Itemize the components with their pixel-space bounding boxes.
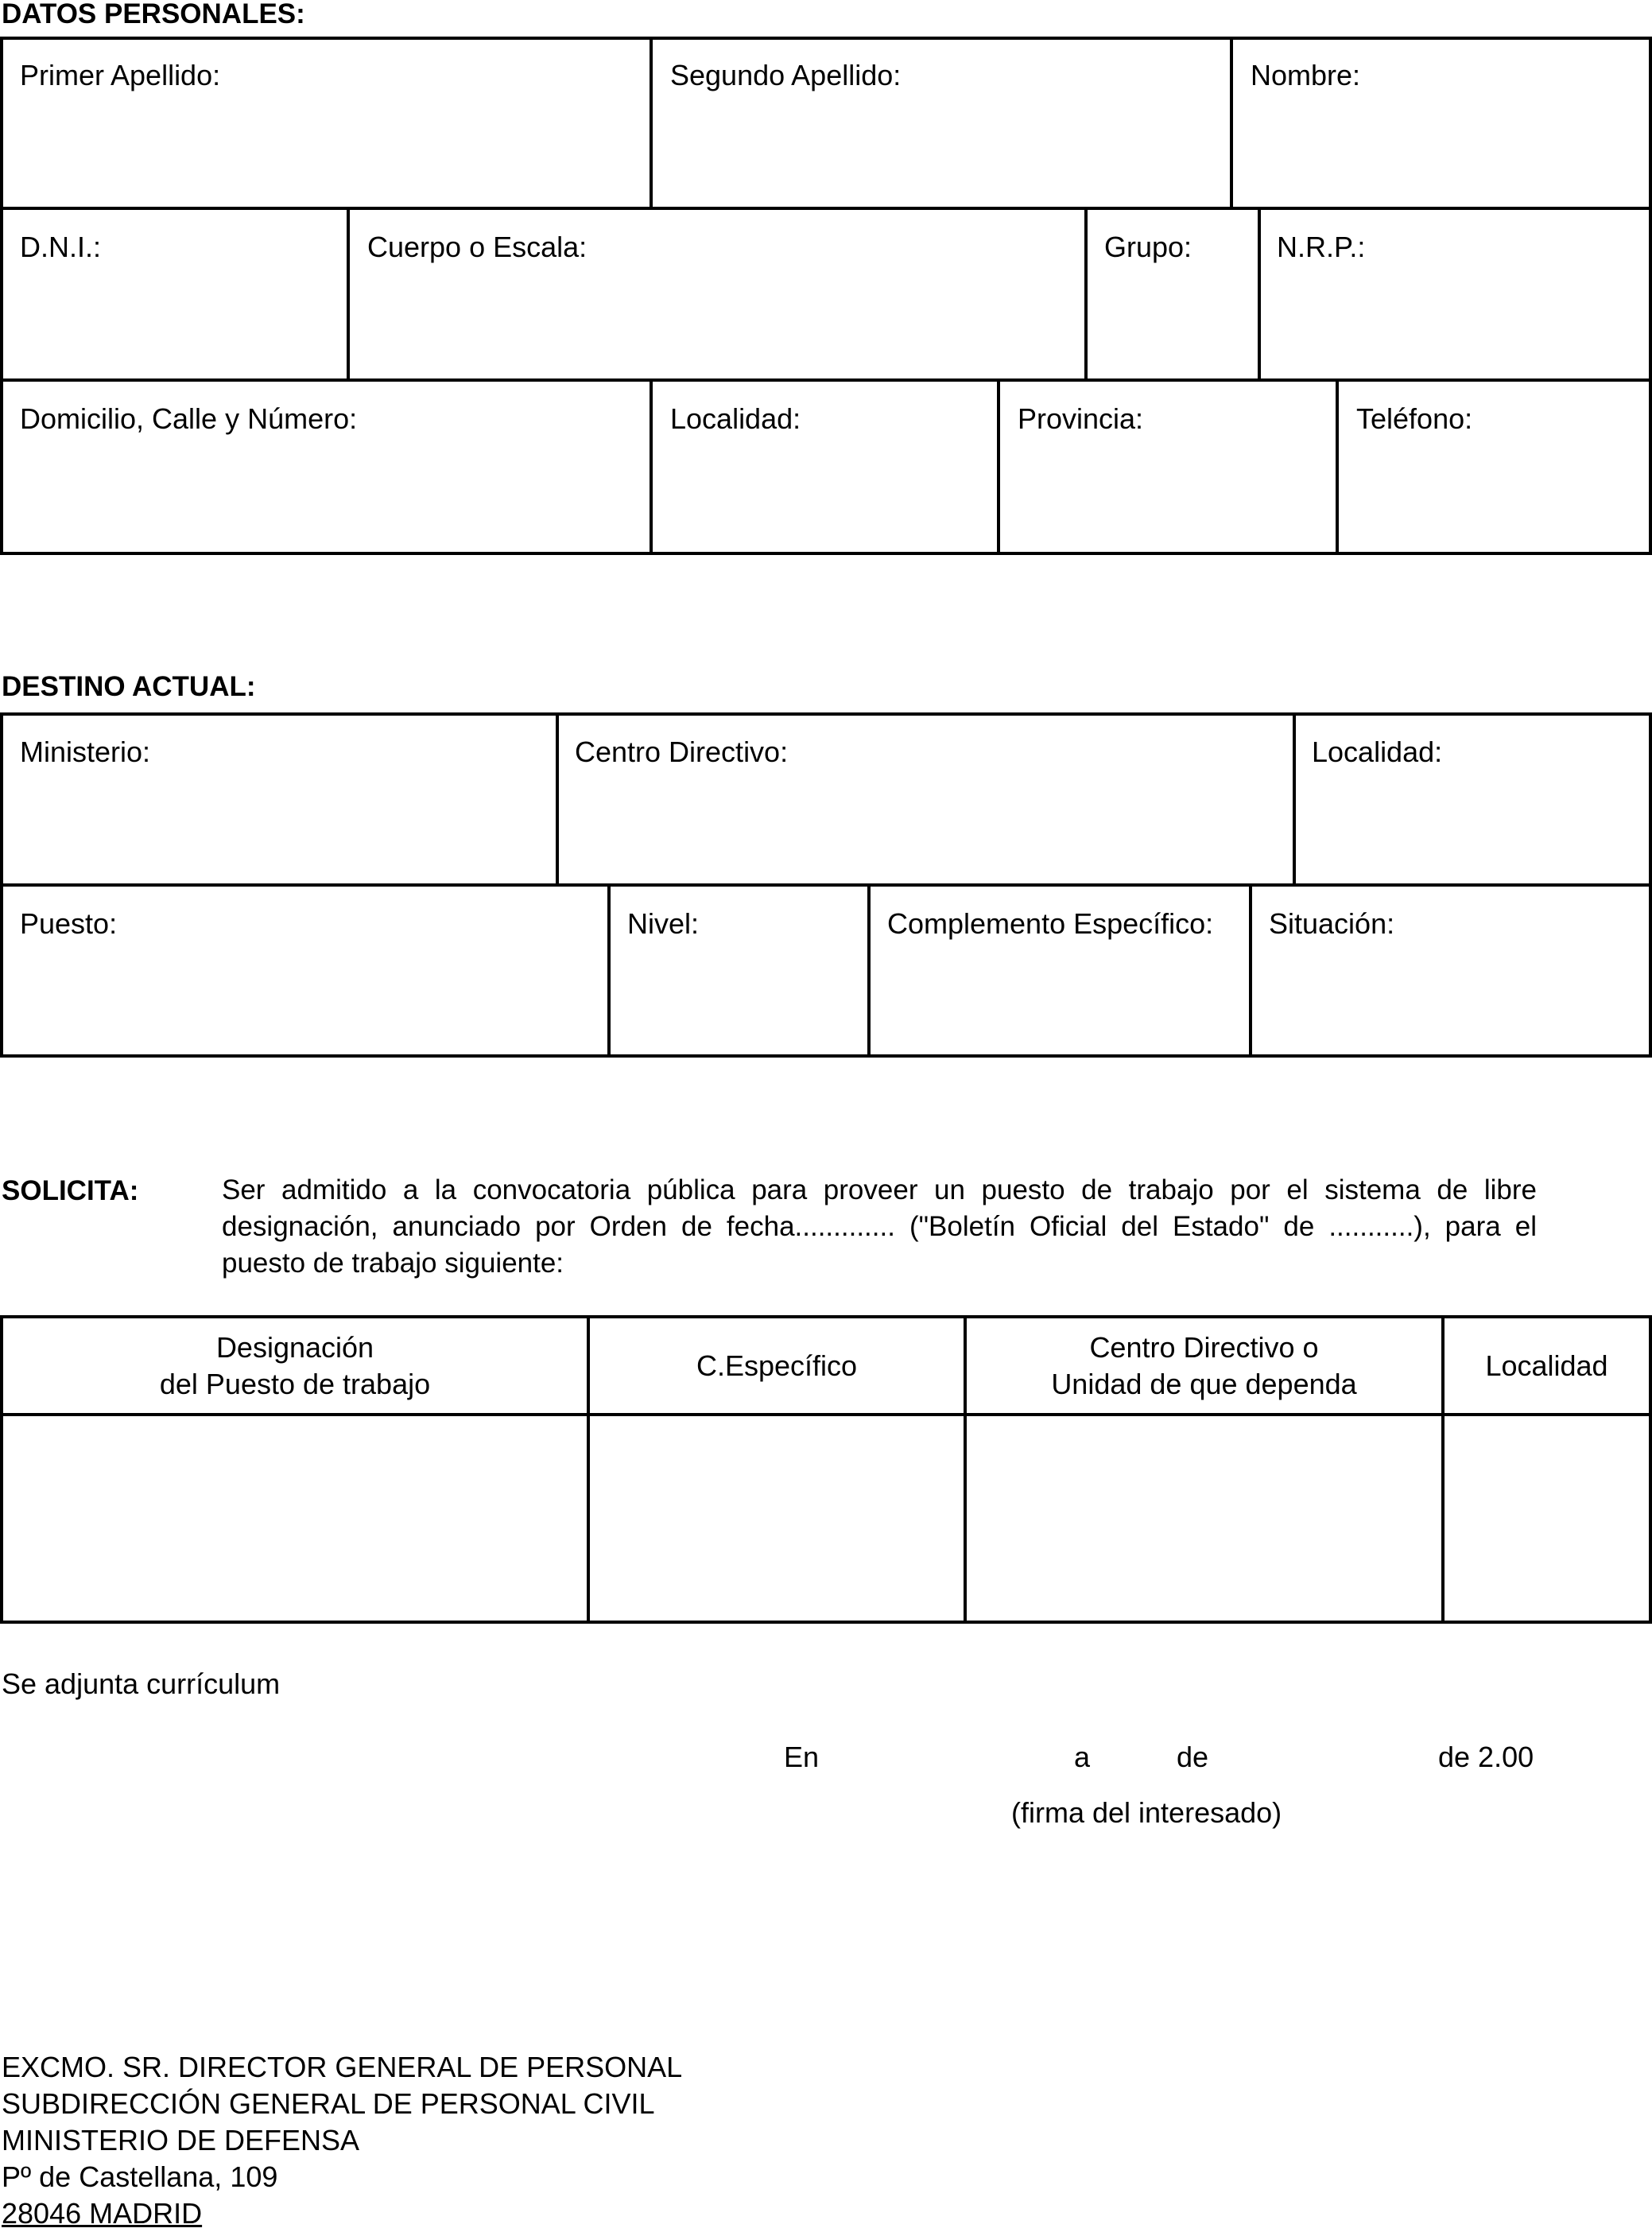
section-heading-personal: DATOS PERSONALES: (2, 0, 305, 29)
input-designacion[interactable] (3, 1416, 587, 1621)
field-grupo[interactable]: Grupo: (1104, 231, 1192, 263)
field-nivel[interactable]: Nivel: (627, 907, 700, 940)
field-complemento-especifico[interactable]: Complemento Específico: (887, 907, 1214, 940)
adjunta-text: Se adjunta currículum (2, 1667, 281, 1700)
field-provincia[interactable]: Provincia: (1018, 402, 1144, 435)
header-localidad: Localidad (1485, 1349, 1608, 1382)
field-situacion[interactable]: Situación: (1269, 907, 1395, 940)
address-line: 28046 MADRID (2, 2197, 203, 2230)
fecha-a: a (1074, 1741, 1091, 1773)
header-c-especifico: C.Específico (696, 1349, 858, 1382)
field-nrp[interactable]: N.R.P.: (1277, 231, 1366, 263)
field-localidad[interactable]: Localidad: (670, 402, 801, 435)
section-heading-destino: DESTINO ACTUAL: (2, 671, 256, 702)
field-destino-localidad[interactable]: Localidad: (1312, 736, 1443, 768)
fecha-en: En (784, 1741, 820, 1773)
fecha-anio: de 2.00 (1438, 1741, 1534, 1773)
field-centro-directivo[interactable]: Centro Directivo: (575, 736, 789, 768)
header-centro-directivo: Centro Directivo o Unidad de que dependa (1051, 1330, 1357, 1400)
address-line: MINISTERIO DE DEFENSA (2, 2124, 360, 2156)
input-localidad[interactable] (1445, 1416, 1649, 1621)
address-line: SUBDIRECCIÓN GENERAL DE PERSONAL CIVIL (2, 2087, 655, 2120)
input-centro-directivo[interactable] (967, 1416, 1441, 1621)
field-ministerio[interactable]: Ministerio: (20, 736, 151, 768)
address-line: Pº de Castellana, 109 (2, 2160, 278, 2193)
firma-label: (firma del interesado) (1011, 1796, 1282, 1829)
field-domicilio[interactable]: Domicilio, Calle y Número: (20, 402, 358, 435)
header-designacion: Designación del Puesto de trabajo (159, 1330, 431, 1400)
address-line: EXCMO. SR. DIRECTOR GENERAL DE PERSONAL (2, 2051, 683, 2083)
field-primer-apellido[interactable]: Primer Apellido: (20, 59, 221, 91)
input-c-especifico[interactable] (590, 1416, 964, 1621)
personal-data-table (0, 37, 1652, 555)
field-telefono[interactable]: Teléfono: (1356, 402, 1473, 435)
address-block (2, 2049, 682, 2232)
field-puesto[interactable]: Puesto: (20, 907, 118, 940)
field-cuerpo-escala[interactable]: Cuerpo o Escala: (367, 231, 588, 263)
solicita-text: Ser admitido a la convocatoria pública para proveer un puesto de trabajo por el sistema de libre designación, anunciado por Orden de fecha............. ("Boletín Oficial del Estado" de ...........), para el puesto de trabajo siguiente: (222, 1174, 1537, 1279)
field-segundo-apellido[interactable]: Segundo Apellido: (670, 59, 902, 91)
field-dni[interactable]: D.N.I.: (20, 231, 102, 263)
solicita-label: SOLICITA: (2, 1175, 139, 1206)
field-nombre[interactable]: Nombre: (1251, 59, 1361, 91)
fecha-de: de (1177, 1741, 1209, 1773)
